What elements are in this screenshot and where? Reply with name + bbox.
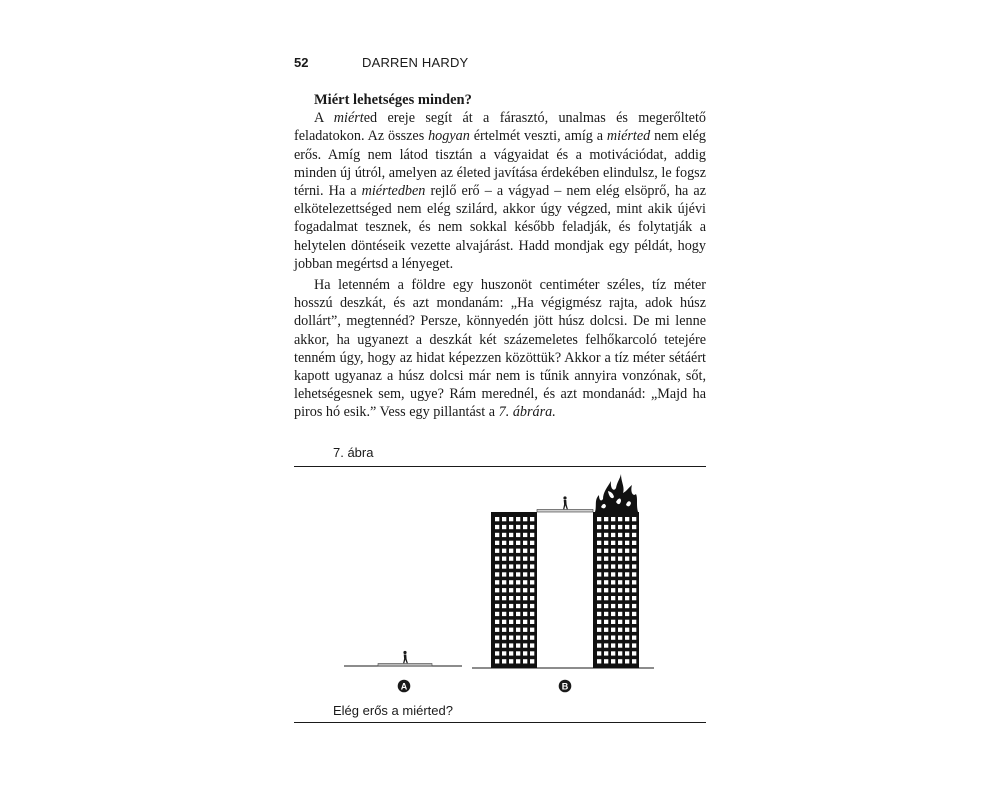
building-window [611, 628, 615, 632]
building-window [530, 525, 534, 529]
building-window [516, 643, 520, 647]
building-window [523, 549, 527, 553]
building-window [618, 596, 622, 600]
building-window [509, 604, 513, 608]
building-window [495, 636, 499, 640]
text-run: rejlő erő – a vágyad – nem elég elsöprő, ha az elkötelezettséged nem elég szilárd, akkor úgy végzed, mint akik újévi fogadalmat tesznek, és nem sokkal később feladják, és folytatják a helytelen döntéseik vezette alvajárást. Hadd mondjak egy példát, hogy jobban megértsd a lényeget. [294, 183, 707, 272]
building-window [530, 659, 534, 663]
text-run: nem elég erős. Amíg nem látod tisztán a vágyaidat és a motivációdat, addig minden új útról, amelyen az életed javítása érdekében elindulsz, le fogsz térni. Ha a [294, 128, 706, 200]
building-window [509, 557, 513, 561]
building-window [530, 643, 534, 647]
building-window [611, 651, 615, 655]
building-window [597, 643, 601, 647]
text-run: A [314, 110, 334, 127]
paragraph-2 [294, 276, 706, 422]
building-window [604, 580, 608, 584]
building-window [523, 517, 527, 521]
building-window [632, 541, 636, 545]
fire-flames-icon [595, 474, 638, 512]
building-window [509, 636, 513, 640]
building-window [530, 604, 534, 608]
building-window [509, 596, 513, 600]
building-window [509, 651, 513, 655]
walking-person-b-icon [563, 496, 568, 509]
building-window [632, 533, 636, 537]
building-window [502, 612, 506, 616]
building-window [625, 628, 629, 632]
figure-label: 7. ábra [333, 445, 374, 460]
building-window [516, 557, 520, 561]
building-window [625, 651, 629, 655]
building-window [611, 557, 615, 561]
building-window [632, 572, 636, 576]
building-window [618, 612, 622, 616]
building-window [625, 564, 629, 568]
building-window [495, 651, 499, 655]
building-window [597, 517, 601, 521]
building-window [625, 588, 629, 592]
scene-b [472, 474, 654, 668]
building-window [530, 651, 534, 655]
building-window [495, 580, 499, 584]
building-window [604, 628, 608, 632]
building-window [632, 564, 636, 568]
building-window [509, 549, 513, 553]
page-header [294, 55, 706, 73]
building-window [502, 572, 506, 576]
building-window [625, 580, 629, 584]
scene-a [344, 651, 462, 666]
building-window [618, 572, 622, 576]
building-window [632, 651, 636, 655]
building-window [597, 588, 601, 592]
building-window [530, 541, 534, 545]
building-window [502, 620, 506, 624]
building-window [530, 596, 534, 600]
building-window [604, 564, 608, 568]
building-window [530, 549, 534, 553]
building-window [625, 517, 629, 521]
building-window [604, 620, 608, 624]
building-window [516, 572, 520, 576]
marker-a-label: A [400, 681, 408, 692]
body-text [294, 91, 706, 422]
building-window [632, 525, 636, 529]
building-window [597, 636, 601, 640]
building-window [530, 580, 534, 584]
building-window [516, 628, 520, 632]
building-window [502, 517, 506, 521]
building-window [611, 604, 615, 608]
text-run: Ha letenném a földre egy huszonöt centiméter széles, tíz méter hosszú deszkát, és azt mondanám: „Ha végigmész rajta, adok húsz dollárt”, megtennéd? Persze, könnyedén jött húsz dolcsi. De mi lenne akkor, ha ugyanezt a deszkát két százemeletes felhőkarcoló tetejére tenném úgy, hogy az hidat képezzen közöttük? Akkor a tíz méter sétáért kapott ugyanaz a húsz dolcsi már nem is tűnik annyira vonzónak, sőt, lehetségesnek sem, ugye? Rám merednél, és azt mondanád: „Majd ha piros hó esik.” Vess egy pillantást a [294, 277, 706, 421]
building-window [495, 525, 499, 529]
building-window [509, 580, 513, 584]
building-window [516, 525, 520, 529]
building-window [530, 572, 534, 576]
building-window [604, 588, 608, 592]
building-window [502, 564, 506, 568]
building-window [523, 604, 527, 608]
building-window [509, 533, 513, 537]
walking-person-a-icon [403, 651, 408, 663]
italic-run: miérted [606, 128, 651, 145]
building-window [618, 604, 622, 608]
building-window [502, 525, 506, 529]
building-window [495, 620, 499, 624]
building-window [502, 604, 506, 608]
building-window [502, 588, 506, 592]
building-window [625, 541, 629, 545]
plank-a [378, 664, 432, 667]
building-window [516, 612, 520, 616]
building-window [632, 517, 636, 521]
section-title: Miért lehetséges minden? [314, 92, 472, 108]
building-window [516, 517, 520, 521]
building-window [618, 636, 622, 640]
building-window [523, 596, 527, 600]
building-window [516, 588, 520, 592]
building-window [502, 596, 506, 600]
building-window [597, 651, 601, 655]
building-window [495, 596, 499, 600]
building-window [604, 604, 608, 608]
paragraph-1 [294, 109, 706, 273]
building-window [502, 651, 506, 655]
building-window [632, 557, 636, 561]
building-window [523, 651, 527, 655]
building-window [516, 564, 520, 568]
building-window [495, 612, 499, 616]
building-window [502, 643, 506, 647]
building-window [611, 533, 615, 537]
building-window [625, 604, 629, 608]
building-window [502, 636, 506, 640]
building-window [509, 588, 513, 592]
building-window [523, 557, 527, 561]
building-window [516, 580, 520, 584]
building-window [597, 659, 601, 663]
building-window [604, 612, 608, 616]
building-window [611, 525, 615, 529]
building-window [495, 541, 499, 545]
building-window [530, 517, 534, 521]
marker-a [398, 680, 411, 693]
building-window [625, 572, 629, 576]
building-window [597, 628, 601, 632]
building-window [611, 588, 615, 592]
building-window [516, 541, 520, 545]
building-window [611, 564, 615, 568]
building-window [523, 541, 527, 545]
building-window [632, 549, 636, 553]
building-window [611, 541, 615, 545]
building-window [618, 549, 622, 553]
building-window [530, 557, 534, 561]
building-window [611, 659, 615, 663]
building-window [495, 628, 499, 632]
building-window [495, 549, 499, 553]
text-run: értelmét veszti, amíg a [469, 128, 607, 145]
building-window [618, 659, 622, 663]
building-window [530, 636, 534, 640]
building-window [625, 643, 629, 647]
building-window [523, 643, 527, 647]
building-window [509, 541, 513, 545]
building-window [523, 588, 527, 592]
building-window [502, 549, 506, 553]
building-window [495, 588, 499, 592]
building-window [625, 596, 629, 600]
building-window [604, 572, 608, 576]
building-window [618, 620, 622, 624]
building-window [632, 620, 636, 624]
building-window [604, 557, 608, 561]
building-window [495, 572, 499, 576]
building-window [604, 533, 608, 537]
building-window [516, 596, 520, 600]
building-window [516, 636, 520, 640]
building-window [523, 628, 527, 632]
building-window [611, 580, 615, 584]
building-window [516, 651, 520, 655]
building-window [625, 612, 629, 616]
building-window [502, 533, 506, 537]
italic-run: hogyan [428, 128, 470, 145]
building-window [632, 628, 636, 632]
building-window [502, 659, 506, 663]
building-window [523, 612, 527, 616]
building-window [502, 580, 506, 584]
building-window [597, 549, 601, 553]
building-window [604, 596, 608, 600]
building-window [509, 517, 513, 521]
building-window [604, 659, 608, 663]
building-window [597, 604, 601, 608]
building-window [495, 557, 499, 561]
building-window [604, 525, 608, 529]
building-window [604, 651, 608, 655]
building-window [495, 604, 499, 608]
building-window [495, 517, 499, 521]
building-window [604, 517, 608, 521]
building-window [632, 612, 636, 616]
building-window [597, 580, 601, 584]
building-window [597, 564, 601, 568]
building-window [618, 517, 622, 521]
building-window [625, 549, 629, 553]
building-window [632, 596, 636, 600]
building-window [597, 572, 601, 576]
building-window [523, 525, 527, 529]
building-window [604, 541, 608, 545]
building-window [618, 580, 622, 584]
building-window [523, 564, 527, 568]
building-window [632, 580, 636, 584]
building-window [611, 643, 615, 647]
building-window [625, 533, 629, 537]
building-window [632, 588, 636, 592]
building-window [611, 596, 615, 600]
marker-b [559, 680, 572, 693]
building-window [611, 572, 615, 576]
building-window [611, 612, 615, 616]
building-window [597, 525, 601, 529]
building-window [625, 636, 629, 640]
building-window [604, 549, 608, 553]
building-window [597, 620, 601, 624]
building-window [597, 557, 601, 561]
building-window [495, 564, 499, 568]
building-window [618, 525, 622, 529]
building-window [625, 557, 629, 561]
building-window [509, 564, 513, 568]
building-window [530, 612, 534, 616]
building-window [597, 596, 601, 600]
building-window [530, 628, 534, 632]
building-window [632, 659, 636, 663]
building-window [618, 533, 622, 537]
building-window [632, 643, 636, 647]
building-window [625, 659, 629, 663]
building-window [523, 636, 527, 640]
building-window [611, 636, 615, 640]
building-window [530, 533, 534, 537]
building-window [495, 659, 499, 663]
figure-bottom-rule [294, 722, 706, 723]
building-window [516, 620, 520, 624]
marker-b-label: B [561, 681, 569, 692]
building-window [632, 636, 636, 640]
building-window [509, 620, 513, 624]
italic-run: 7. ábrára. [498, 404, 556, 421]
italic-run: miért [333, 110, 364, 127]
building-window [502, 557, 506, 561]
building-window [611, 517, 615, 521]
building-window [523, 572, 527, 576]
building-window [530, 620, 534, 624]
italic-run: miértedben [361, 183, 426, 200]
building-window [618, 588, 622, 592]
building-window [530, 588, 534, 592]
building-window [516, 549, 520, 553]
building-window [604, 636, 608, 640]
building-window [625, 620, 629, 624]
building-window [618, 541, 622, 545]
building-window [530, 564, 534, 568]
building-window [502, 541, 506, 545]
building-window [597, 612, 601, 616]
running-head: DARREN HARDY [362, 55, 469, 70]
plank-bridge [537, 510, 593, 513]
building-window [495, 533, 499, 537]
building-window [509, 628, 513, 632]
building-window [604, 643, 608, 647]
building-window [516, 533, 520, 537]
building-window [597, 541, 601, 545]
text-run: ed ereje segít át a fárasztó, unalmas és megerőltető feladatokon. Az összes [294, 110, 706, 145]
building-window [625, 525, 629, 529]
building-window [509, 643, 513, 647]
building-window [618, 557, 622, 561]
building-window [502, 628, 506, 632]
building-window [516, 604, 520, 608]
building-window [618, 564, 622, 568]
building-window [618, 651, 622, 655]
building-window [509, 525, 513, 529]
building-window [523, 533, 527, 537]
building-window [611, 549, 615, 553]
building-window [523, 580, 527, 584]
figure-caption: Elég erős a miérted? [333, 703, 453, 718]
building-window [523, 620, 527, 624]
building-window [509, 572, 513, 576]
building-window [523, 659, 527, 663]
building-window [516, 659, 520, 663]
building-window [509, 612, 513, 616]
building-window [495, 643, 499, 647]
building-window [632, 604, 636, 608]
building-window [597, 533, 601, 537]
building-window [509, 659, 513, 663]
building-window [611, 620, 615, 624]
building-window [618, 643, 622, 647]
figure-illustration [294, 467, 706, 702]
page-number: 52 [294, 55, 309, 70]
building-window [618, 628, 622, 632]
